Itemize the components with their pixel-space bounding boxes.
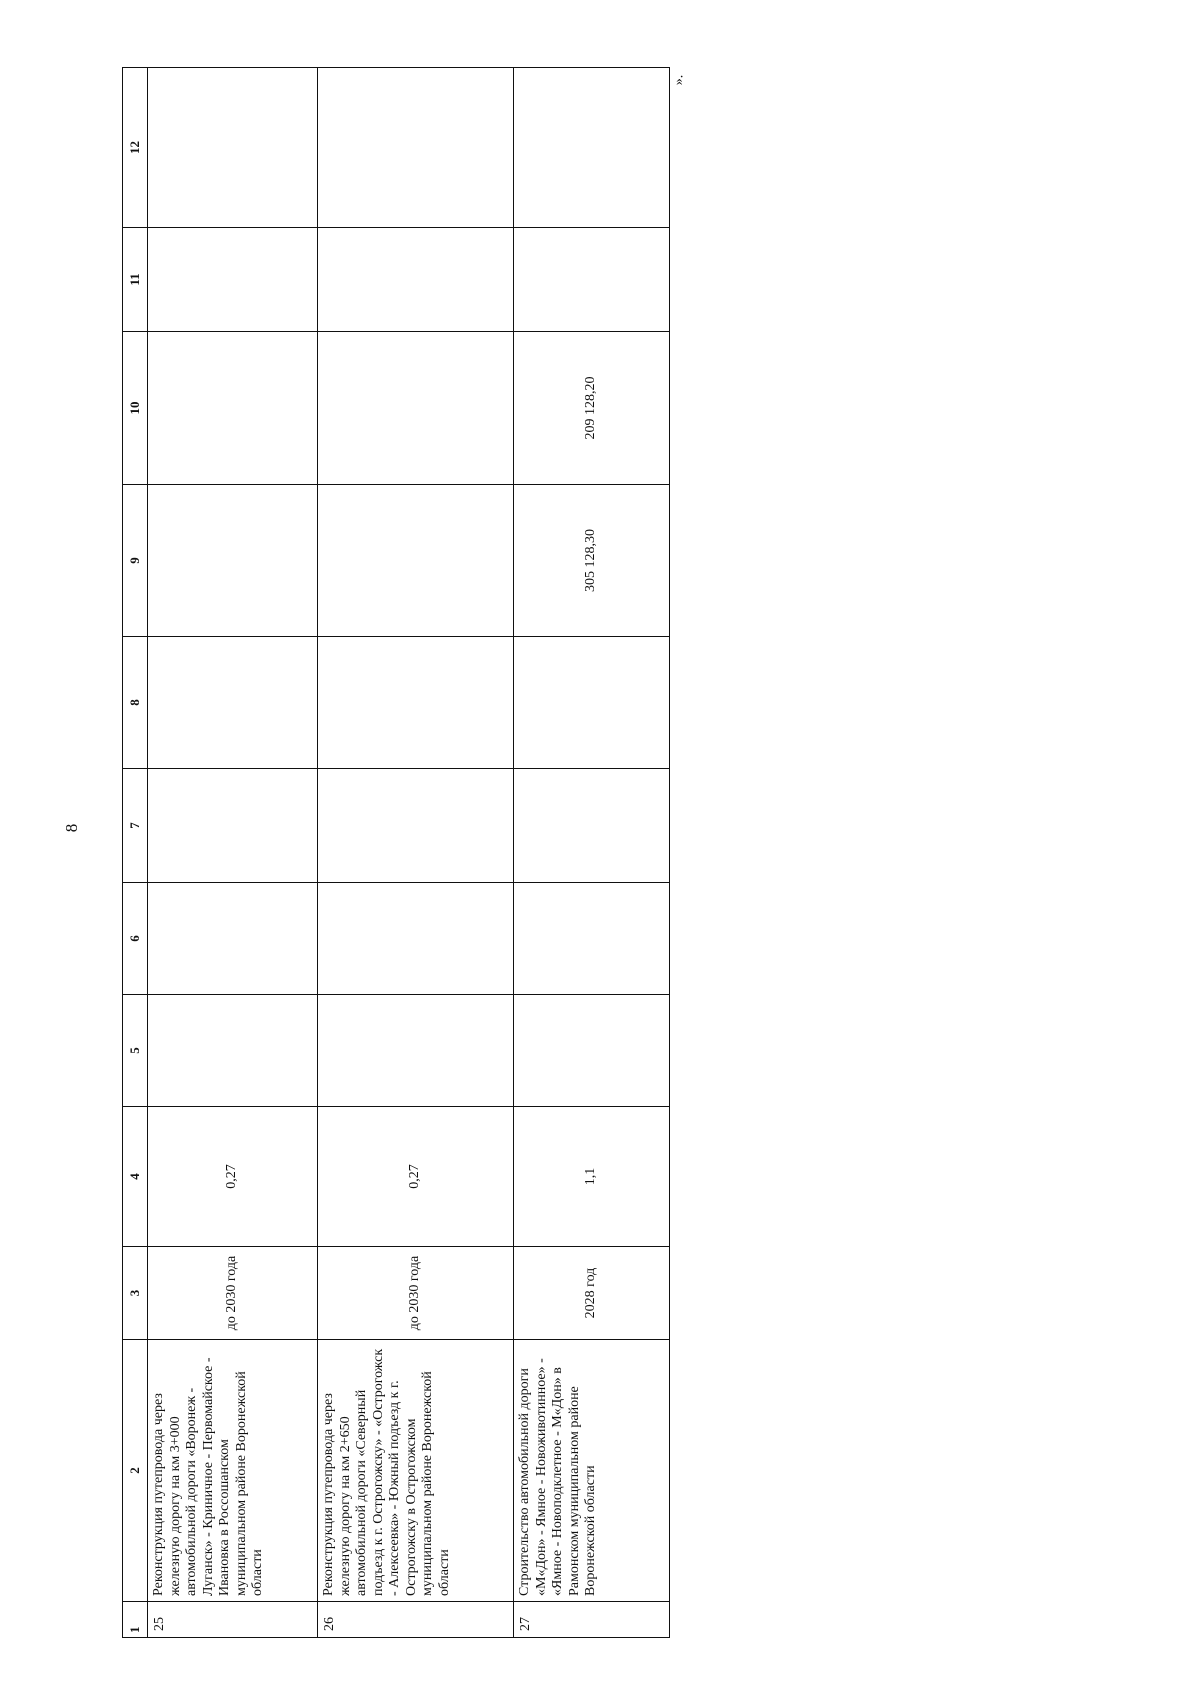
header-cell: 3 xyxy=(123,1247,148,1340)
header-cell: 2 xyxy=(123,1340,148,1602)
value-cell xyxy=(148,769,318,883)
value-cell xyxy=(514,769,670,883)
length-cell: 0,27 xyxy=(148,1107,318,1247)
header-cell: 6 xyxy=(123,883,148,995)
closing-quote: ». xyxy=(671,74,687,86)
financing-table xyxy=(122,67,670,1638)
rotated-table-container xyxy=(122,68,668,1638)
value-cell xyxy=(148,637,318,769)
header-cell: 12 xyxy=(123,68,148,228)
header-cell: 7 xyxy=(123,769,148,883)
value-cell: 305 128,30 xyxy=(514,485,670,637)
value-cell xyxy=(318,228,514,332)
value-cell xyxy=(148,995,318,1107)
value-cell xyxy=(148,332,318,485)
value-cell xyxy=(514,68,670,228)
value-cell xyxy=(318,485,514,637)
header-cell: 5 xyxy=(123,995,148,1107)
value-cell xyxy=(318,995,514,1107)
page-number: 8 xyxy=(62,823,81,833)
deadline-cell: до 2030 года xyxy=(318,1247,514,1340)
row-number: 27 xyxy=(514,1602,670,1638)
header-cell: 10 xyxy=(123,332,148,485)
object-name: Реконструкция путепровода через железную дорогу на км 3+000 автомобильной дороги «Воронеж - Луганск» - Криничное - Первомайское - Ивановка в Россошанском муниципальном районе Воронежской области xyxy=(148,1340,318,1602)
header-cell: 11 xyxy=(123,228,148,332)
header-cell: 8 xyxy=(123,637,148,769)
header-cell: 1 xyxy=(123,1602,148,1638)
value-cell xyxy=(318,883,514,995)
length-cell: 1,1 xyxy=(514,1107,670,1247)
value-cell xyxy=(148,228,318,332)
object-name: Реконструкция путепровода через железную дорогу на км 2+650 автомобильной дороги «Северный подъезд к г. Острогожску» - «Острогожск - Алексеевка» - Южный подъезд к г. Острогожску в Острогожском муниципальном районе Воронежской области xyxy=(318,1340,514,1602)
value-cell xyxy=(318,637,514,769)
value-cell xyxy=(514,228,670,332)
value-cell xyxy=(318,769,514,883)
value-cell: 209 128,20 xyxy=(514,332,670,485)
value-cell xyxy=(514,637,670,769)
value-cell xyxy=(514,883,670,995)
value-cell xyxy=(148,485,318,637)
row-number: 25 xyxy=(148,1602,318,1638)
value-cell xyxy=(318,68,514,228)
table-header-row xyxy=(123,68,148,1638)
length-cell: 0,27 xyxy=(318,1107,514,1247)
value-cell xyxy=(514,995,670,1107)
table-row xyxy=(318,68,514,1638)
deadline-cell: до 2030 года xyxy=(148,1247,318,1340)
table-row xyxy=(514,68,670,1638)
row-number: 26 xyxy=(318,1602,514,1638)
header-cell: 4 xyxy=(123,1107,148,1247)
deadline-cell: 2028 год xyxy=(514,1247,670,1340)
value-cell xyxy=(318,332,514,485)
table-row xyxy=(148,68,318,1638)
value-cell xyxy=(148,883,318,995)
header-cell: 9 xyxy=(123,485,148,637)
object-name: Строительство автомобильной дороги «М«Дон» - Ямное - Новоживотинное» - «Ямное - Новоподклетное - М«Дон» в Рамонском муниципальном районе Воронежской области xyxy=(514,1340,670,1602)
value-cell xyxy=(148,68,318,228)
